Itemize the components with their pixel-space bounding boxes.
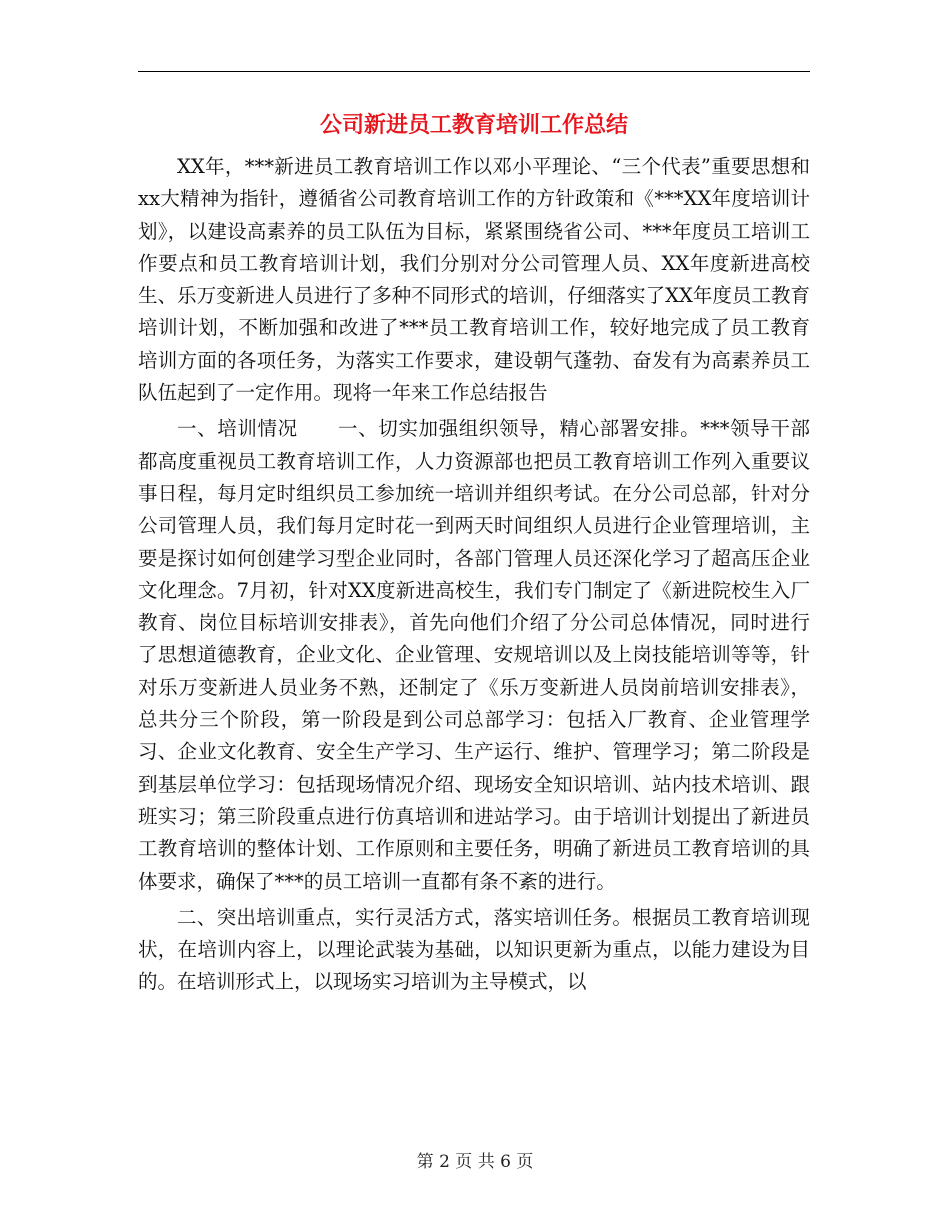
page-number: 第 2 页 共 6 页 <box>416 1152 534 1172</box>
header-rule <box>138 71 810 72</box>
paragraph-training-overview: 一、培训情况 一、切实加强组织领导，精心部署安排。***领导干部都高度重视员工教育培训工作，人力资源部也把员工教育培训工作列入重要议事日程，每月定时组织员工参加统一培训并组织考试。在分公司总部，针对分公司管理人员，我们每月定时花一到两天时间组织人员进行企业管理培训，主要是探讨如何创建学习型企业同时，各部门管理人员还深化学习了超高压企业文化理念。7月初，针对XX度新进高校生，我们专门制定了《新进院校生入厂教育、岗位目标培训安排表》，首先向他们介绍了分公司总体情况，同时进行了思想道德教育，企业文化、企业管理、安规培训以及上岗技能培训等等，针对乐万变新进人员业务不熟，还制定了《乐万变新进人员岗前培训安排表》，总共分三个阶段，第一阶段是到公司总部学习：包括入厂教育、企业管理学习、企业文化教育、安全生产学习、生产运行、维护、管理学习；第二阶段是到基层单位学习：包括现场情况介绍、现场安全知识培训、站内技术培训、跟班实习；第三阶段重点进行仿真培训和进站学习。由于培训计划提出了新进员工教育培训的整体计划、工作原则和主要任务，明确了新进员工教育培训的具体要求，确保了***的员工培训一直都有条不紊的进行。 <box>138 417 810 893</box>
document-body <box>138 151 810 1003</box>
page-footer <box>0 1150 950 1174</box>
document-title: 公司新进员工教育培训工作总结 <box>319 112 628 138</box>
paragraph-intro: XX年，***新进员工教育培训工作以邓小平理论、“三个代表”重要思想和xx大精神为指针，遵循省公司教育培训工作的方针政策和《***XX年度培训计划》，以建设高素养的员工队伍为目标，紧紧围绕省公司、***年度员工培训工作要点和员工教育培训计划，我们分别对分公司管理人员、XX年度新进高校生、乐万变新进人员进行了多种不同形式的培训，仔细落实了XX年度员工教育培训计划，不断加强和改进了***员工教育培训工作，较好地完成了员工教育培训方面的各项任务，为落实工作要求，建设朝气蓬勃、奋发有为高素养员工队伍起到了一定作用。现将一年来工作总结报告 <box>138 155 810 405</box>
paragraph-training-focus: 二、突出培训重点，实行灵活方式，落实培训任务。根据员工教育培训现状，在培训内容上，以理论武装为基础，以知识更新为重点，以能力建设为目的。在培训形式上，以现场实习培训为主导模式，以 <box>138 905 810 994</box>
